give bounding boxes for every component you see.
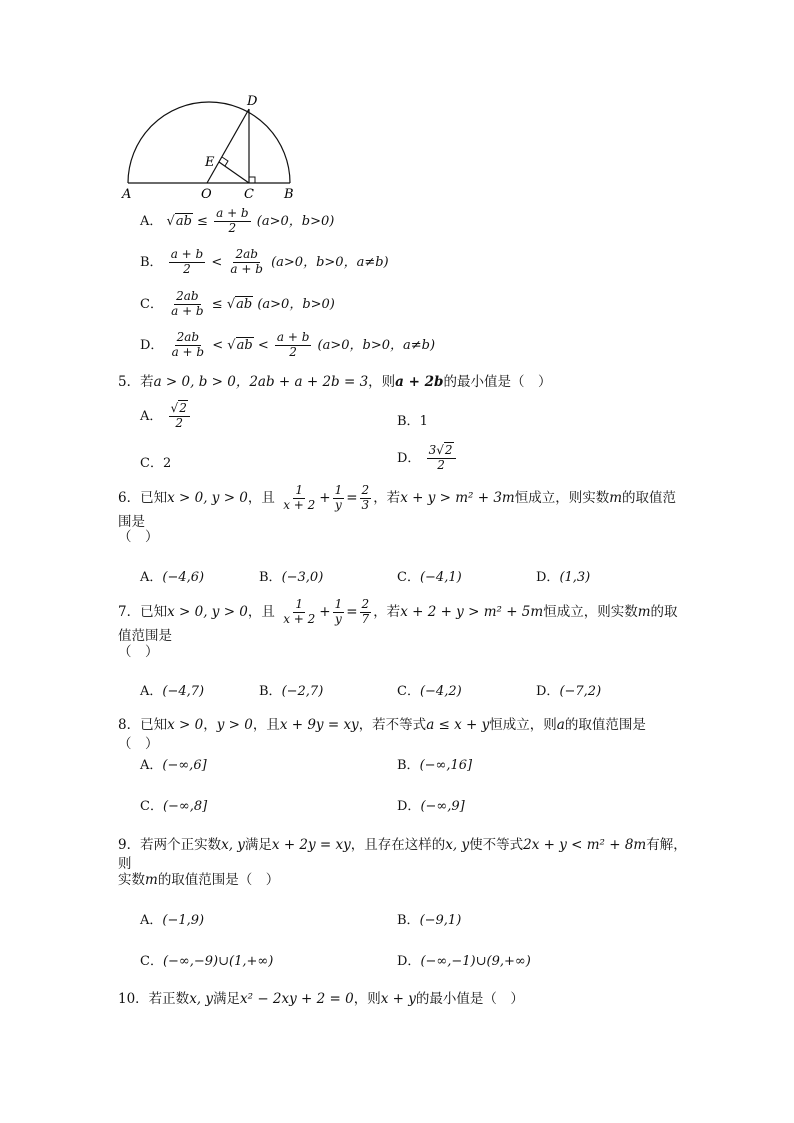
label-d: D <box>247 94 258 109</box>
fraction: $\frac{a + b}{2}$ <box>276 330 310 359</box>
q4-option-c[interactable]: C． $\frac{2ab}{a + b}$ ≤ √ab (a>0，b>0) <box>140 289 335 318</box>
q9-stem-line1: 9．若两个正实数x, y满足x + 2y = xy，且存在这样的x, y使不等式2x + y < m² + 8m有解，则 <box>118 837 687 872</box>
fraction: $\frac{2ab}{a + b}$ <box>171 289 204 318</box>
semicircle-arc <box>128 102 290 183</box>
label-e: E <box>205 155 215 170</box>
label-a: A <box>122 187 132 202</box>
q9-option-a[interactable]: A．(−1,9) <box>140 913 205 928</box>
label-o: O <box>201 187 212 202</box>
fraction: $\frac{3√2}{2}$ <box>427 444 456 473</box>
q8-option-a[interactable]: A．(−∞,6] <box>140 758 207 773</box>
q5-option-d[interactable]: D． $\frac{3√2}{2}$ <box>397 444 458 473</box>
fraction: $\frac{a + b}{2}$ <box>216 206 249 235</box>
q5-stem: 5．若a > 0, b > 0，2ab + a + 2b = 3，则a + 2b的最小值是（ ） <box>118 374 552 390</box>
q6-paren: （ ） <box>118 529 159 545</box>
q6-option-c[interactable]: C．(−4,1) <box>397 570 462 585</box>
segment-ce <box>219 162 249 183</box>
fraction: $\frac{2ab}{a + b}$ <box>171 330 205 359</box>
q8-option-b[interactable]: B．(−∞,16] <box>397 758 473 773</box>
q6-stem: 6．已知x > 0, y > 0，且 $\frac{1}{x + 2}$ + $\frac{1}{y}$ = $\frac{2}{3}$ ，若x + y > m² + 3m恒成立，则实数m的取值范围是 <box>118 483 677 530</box>
q4-option-d[interactable]: D． $\frac{2ab}{a + b}$ < √ab < $\frac{a + b}{2}$ (a>0，b>0，a≠b) <box>140 330 436 359</box>
q7-stem: 7．已知x > 0, y > 0，且 $\frac{1}{x + 2}$ + $\frac{1}{y}$ = $\frac{2}{7}$ ，若x + 2 + y > m² + 5m恒成立，则实数m的取值范围是 <box>118 597 678 644</box>
q9-option-c[interactable]: C．(−∞,−9)∪(1,+∞) <box>140 954 274 969</box>
q10-stem: 10．若正数x, y满足x² − 2xy + 2 = 0，则x + y的最小值是（ ） <box>118 991 524 1007</box>
q9-stem-line2: 实数m的取值范围是（ ） <box>118 872 280 888</box>
q7-paren: （ ） <box>118 644 159 660</box>
q5-option-c[interactable]: C．2 <box>140 456 172 471</box>
q9-option-d[interactable]: D．(−∞,−1)∪(9,+∞) <box>397 954 531 969</box>
q6-option-a[interactable]: A．(−4,6) <box>140 570 205 585</box>
semicircle-diagram <box>110 92 310 204</box>
fraction: $\frac{√2}{2}$ <box>169 402 190 431</box>
q7-option-b[interactable]: B．(−2,7) <box>259 684 324 699</box>
q4-option-a[interactable]: A． √ab ≤ $\frac{a + b}{2}$ (a>0，b>0) <box>140 206 335 235</box>
label-c: C <box>244 187 254 202</box>
fraction: $\frac{a + b}{2}$ <box>170 247 204 276</box>
q8-option-d[interactable]: D．(−∞,9] <box>397 799 465 814</box>
fraction: $\frac{2ab}{a + b}$ <box>230 247 263 276</box>
q6-option-b[interactable]: B．(−3,0) <box>259 570 324 585</box>
q7-option-a[interactable]: A．(−4,7) <box>140 684 205 699</box>
q7-option-c[interactable]: C．(−4,2) <box>397 684 462 699</box>
q7-option-d[interactable]: D．(−7,2) <box>536 684 602 699</box>
q4-option-b[interactable]: B． $\frac{a + b}{2}$ < $\frac{2ab}{a + b}$ (a>0，b>0，a≠b) <box>140 247 389 276</box>
q5-option-a[interactable]: A． $\frac{√2}{2}$ <box>140 402 192 431</box>
q8-stem: 8．已知x > 0，y > 0，且x + 9y = xy，若不等式a ≤ x + y恒成立，则a的取值范围是（ ） <box>118 717 646 752</box>
label-b: B <box>284 187 294 202</box>
q9-option-b[interactable]: B．(−9,1) <box>397 913 462 928</box>
q6-option-d[interactable]: D．(1,3) <box>536 570 591 585</box>
q5-option-b[interactable]: B．1 <box>397 414 428 429</box>
right-angle-mark-c <box>249 177 255 183</box>
q8-option-c[interactable]: C．(−∞,8] <box>140 799 208 814</box>
segment-od <box>207 109 249 183</box>
